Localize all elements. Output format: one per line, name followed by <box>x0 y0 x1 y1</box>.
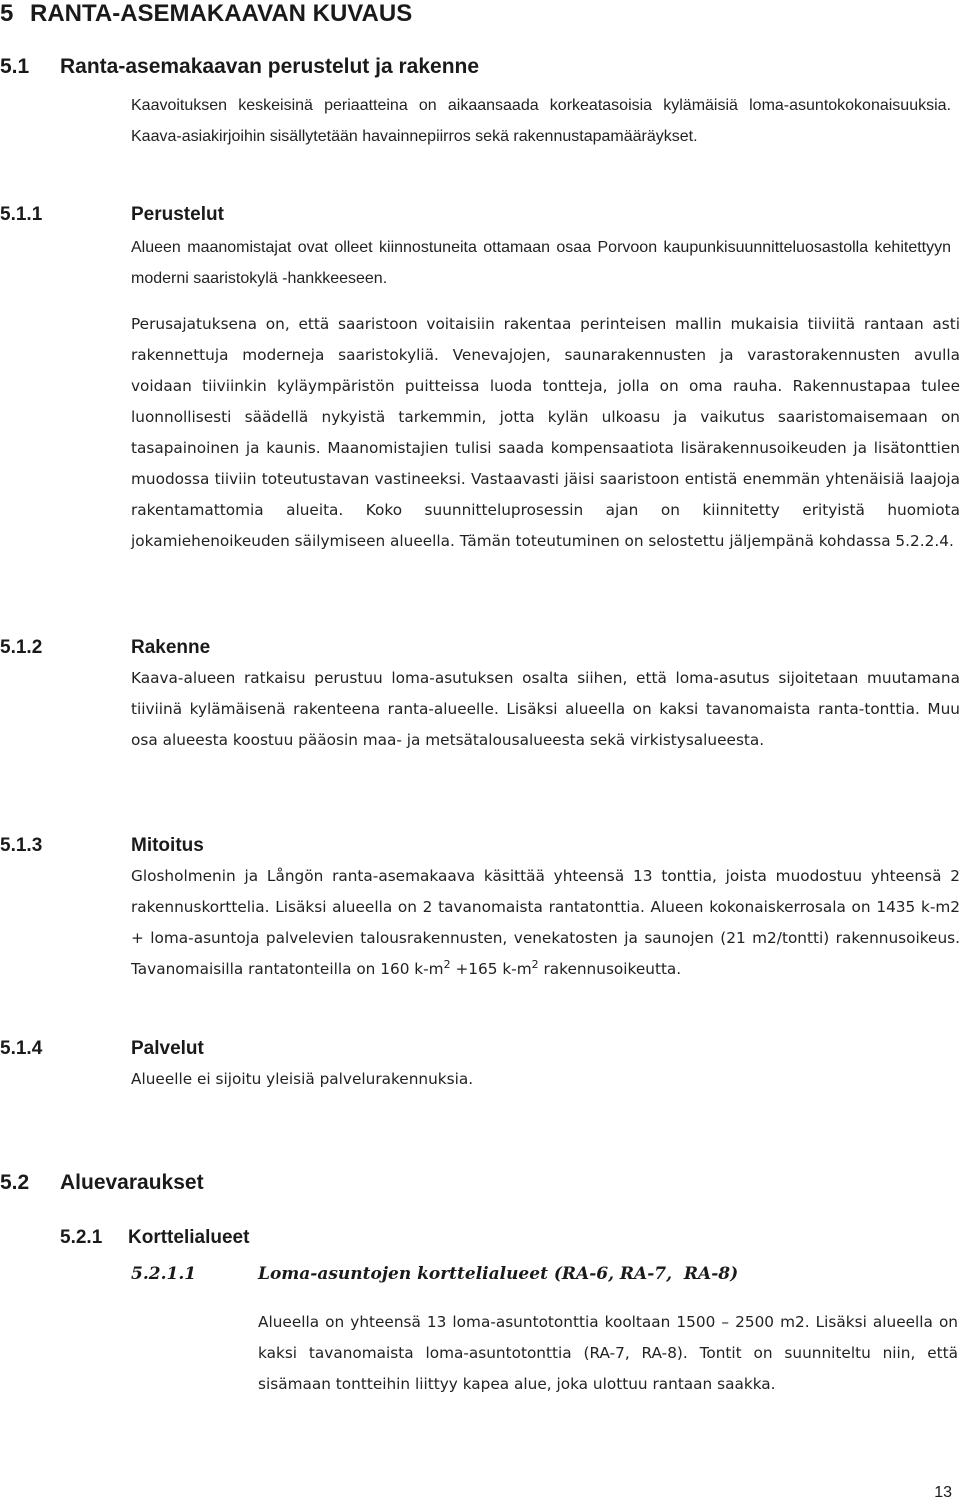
heading-number: 5.1.2 <box>0 637 43 658</box>
paragraph-5-1-1-b: Perusajatuksena on, että saaristoon voitaisiin rakentaa perinteisen mallin mukaisia tiiviitä rantaan asti rakennettuja moderneja saaristokyliä. Venevajojen, saunarakennusten ja varastorakennusten avulla voidaan tiiviinkin kyläympäristön puitteissa luoda tontteja, jolla on oma rauha. Rakennustapaa tulee luonnollisesti säädellä nykyistä tarkemmin, jotta kylän ulkoasu ja vaikutus saaristomaisemaan on tasapainoinen ja kaunis. Maanomistajien tulisi saada kompensaatiota lisärakennusoikeuden ja lisätonttien muodossa tiiviin toteutustavan vastineeksi. Vastaavasti jäisi saaristoon entistä enemmän yhtenäisiä laajoja rakentamattomia alueita. Koko suunnitteluprosessin ajan on kiinnitetty erityistä huomiota jokamiehenoikeuden säilymiseen alueella. Tämän toteutuminen on selostettu jäljempänä kohdassa 5.2.2.4. <box>131 315 960 550</box>
heading-5-1-3 <box>0 834 204 858</box>
heading-title: Aluevaraukset <box>60 1171 204 1194</box>
heading-number: 5.2.1.1 <box>131 1264 197 1284</box>
heading-number: 5.1.4 <box>0 1038 43 1059</box>
heading-title: Ranta-asemakaavan perustelut ja rakenne <box>60 55 480 78</box>
heading-number: 5.1.3 <box>0 835 43 856</box>
heading-5-1-1 <box>0 203 224 227</box>
superscript: 2 <box>443 958 451 971</box>
heading-title: Mitoitus <box>131 835 204 856</box>
paragraph-5-1: Kaavoituksen keskeisinä periaatteina on aikaansaada korkeatasoisia kylämäisiä loma-asuntokokonaisuuksia. Kaava-asiakirjoihin sisällytetään havainnepiirros sekä rakennustapamääräykset. <box>131 97 951 145</box>
heading-number: 5 <box>0 0 14 27</box>
heading-5 <box>0 0 412 28</box>
heading-title: Palvelut <box>131 1038 204 1059</box>
heading-5-1-2 <box>0 636 210 660</box>
heading-number: 5.2.1 <box>60 1227 103 1248</box>
heading-number: 5.2 <box>0 1171 30 1194</box>
paragraph-5-2-1-1: Alueella on yhteensä 13 loma-asuntotonttia kooltaan 1500 – 2500 m2. Lisäksi alueella on kaksi tavanomaista loma-asuntotonttia (RA-7, RA-8). Tontit on suunniteltu niin, että sisämaan tontteihin liittyy kapea alue, joka ulottuu rantaan saakka. <box>258 1313 958 1393</box>
heading-5-2-1-1 <box>131 1261 738 1287</box>
heading-number: 5.1 <box>0 55 30 78</box>
paragraph-5-1-4: Alueelle ei sijoitu yleisiä palvelurakennuksia. <box>131 1070 474 1088</box>
heading-5-1 <box>0 54 479 80</box>
heading-title: Korttelialueet <box>128 1227 250 1248</box>
heading-5-2 <box>0 1170 204 1196</box>
paragraph-5-1-2: Kaava-alueen ratkaisu perustuu loma-asutuksen osalta siihen, että loma-asutus sijoitetaan muutamana tiiviinä kylämäisenä rakenteena ranta-alueelle. Lisäksi alueella on kaksi tavanomaista ranta-tonttia. Muu osa alueesta koostuu pääosin maa- ja metsätalousalueesta sekä virkistysalueesta. <box>131 669 960 749</box>
heading-number: 5.1.1 <box>0 204 43 225</box>
heading-title: Perustelut <box>131 204 224 225</box>
page-number: 13 <box>934 1484 952 1501</box>
paragraph-5-1-1-a: Alueen maanomistajat ovat olleet kiinnostuneita ottamaan osaa Porvoon kaupunkisuunnitteluosastolla kehitettyyn moderni saaristokylä -hankkeeseen. <box>131 239 951 287</box>
paragraph-5-1-3 <box>131 861 960 985</box>
heading-title: Loma-asuntojen korttelialueet (RA-6, RA-7, RA-8) <box>258 1264 739 1284</box>
heading-5-2-1 <box>60 1226 249 1250</box>
heading-title: Rakenne <box>131 637 211 658</box>
mitoitus-text-b: +165 k-m <box>450 960 532 978</box>
superscript: 2 <box>531 958 539 971</box>
mitoitus-text-a: Glosholmenin ja Långön ranta-asemakaava käsittää yhteensä 13 tonttia, joista muodostuu yhteensä 2 rakennuskorttelia. Lisäksi alueella on 2 tavanomaista rantatonttia. Alueen kokonaiskerrosala on 1435 k-m2 + loma-asuntoja palvelevien talousrakennusten, venekatosten ja saunojen (21 m2/tontti) rakennusoikeus. Tavanomaisilla rantatonteilla on 160 k-m <box>131 867 960 978</box>
mitoitus-text-c: rakennusoikeutta. <box>538 960 682 978</box>
heading-5-1-4 <box>0 1037 204 1061</box>
heading-title: RANTA-ASEMAKAAVAN KUVAUS <box>30 0 413 27</box>
